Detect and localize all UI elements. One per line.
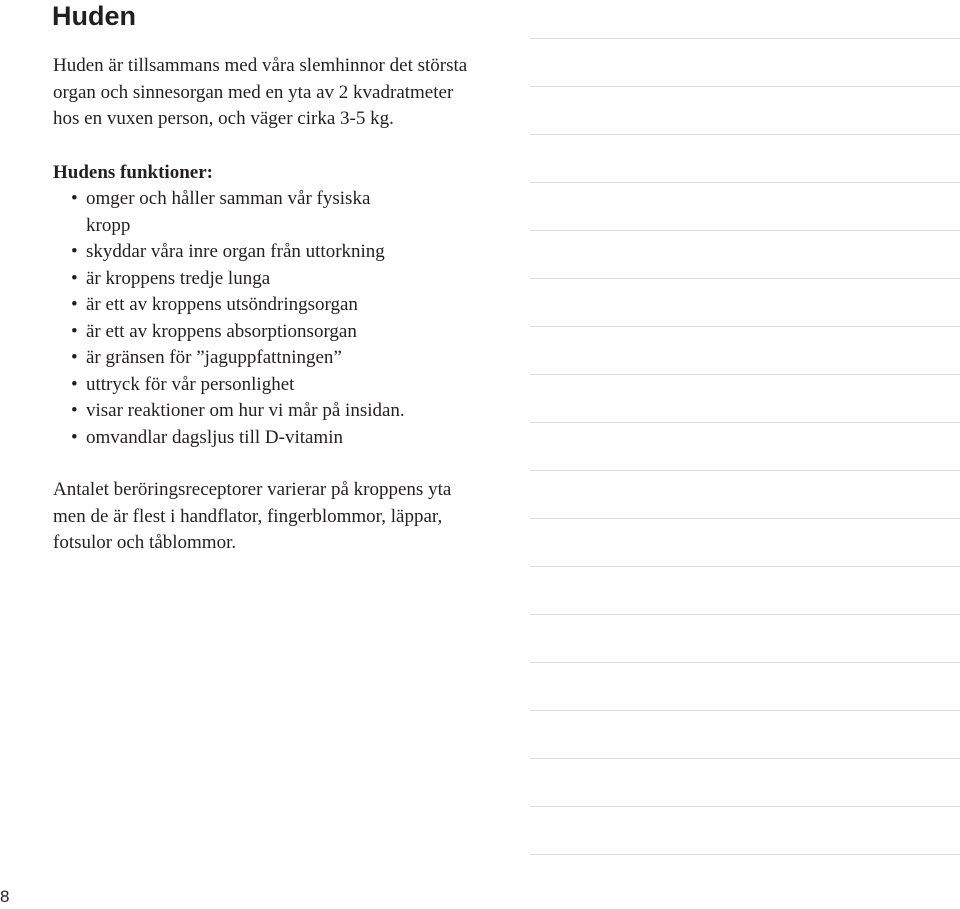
- functions-list: [53, 186, 523, 451]
- list-item-text: omger och håller samman vår fysiska kropp: [86, 188, 371, 236]
- list-item: [53, 345, 526, 372]
- bullet-icon: •: [71, 267, 78, 289]
- note-line: [530, 182, 960, 183]
- note-line: [530, 710, 960, 711]
- list-item: [53, 398, 526, 425]
- note-line: [530, 86, 960, 87]
- note-line: [530, 374, 960, 375]
- list-item-text: är ett av kroppens absorptionsorgan: [86, 320, 357, 342]
- page-title: Huden: [52, 1, 136, 31]
- intro-paragraph: Huden är tillsammans med våra slemhinnor det största organ och sinnesorgan med en yta av 2 kvadratmeter hos en vuxen person, och väger cirka 3-5 kg.: [53, 55, 468, 129]
- bullet-icon: •: [71, 188, 78, 209]
- list-item-text: uttryck för vår personlighet: [86, 373, 295, 395]
- main-text-column: [53, 53, 523, 557]
- functions-heading: Hudens funktioner:: [53, 161, 213, 183]
- note-line: [530, 662, 960, 663]
- list-item: [53, 319, 526, 346]
- note-line: [530, 854, 960, 855]
- list-item-text: är gränsen för ”jaguppfattningen”: [86, 347, 342, 368]
- list-item: [53, 292, 526, 319]
- bullet-icon: •: [71, 294, 78, 315]
- note-line: [530, 614, 960, 615]
- note-lines: [530, 0, 960, 909]
- note-line: [530, 566, 960, 567]
- bullet-icon: •: [71, 347, 78, 368]
- page-number: 8: [0, 887, 10, 906]
- bullet-icon: •: [71, 373, 78, 395]
- note-line: [530, 134, 960, 135]
- note-line: [530, 422, 960, 423]
- list-item-text: är kroppens tredje lunga: [86, 267, 271, 289]
- note-line: [530, 230, 960, 231]
- note-line: [530, 806, 960, 807]
- list-item-text: är ett av kroppens utsöndringsorgan: [86, 294, 358, 315]
- bullet-icon: •: [71, 426, 78, 448]
- list-item: [53, 186, 416, 239]
- list-item: [53, 372, 526, 399]
- outro-paragraph: Antalet beröringsreceptorer varierar på kroppens yta men de är flest i handflator, fingerblommor, läppar, fotsulor och tåblommor.: [53, 479, 452, 553]
- list-item: [53, 425, 526, 452]
- bullet-icon: •: [71, 241, 78, 262]
- list-item-text: visar reaktioner om hur vi mår på insidan.: [86, 400, 405, 421]
- note-line: [530, 758, 960, 759]
- bullet-icon: •: [71, 320, 78, 342]
- note-line: [530, 518, 960, 519]
- note-line: [530, 470, 960, 471]
- note-line: [530, 326, 960, 327]
- list-item: [53, 239, 526, 266]
- list-item-text: omvandlar dagsljus till D-vitamin: [86, 426, 343, 448]
- list-item: [53, 266, 526, 293]
- list-item-text: skyddar våra inre organ från uttorkning: [86, 241, 385, 262]
- note-line: [530, 278, 960, 279]
- bullet-icon: •: [71, 400, 78, 421]
- note-line: [530, 38, 960, 39]
